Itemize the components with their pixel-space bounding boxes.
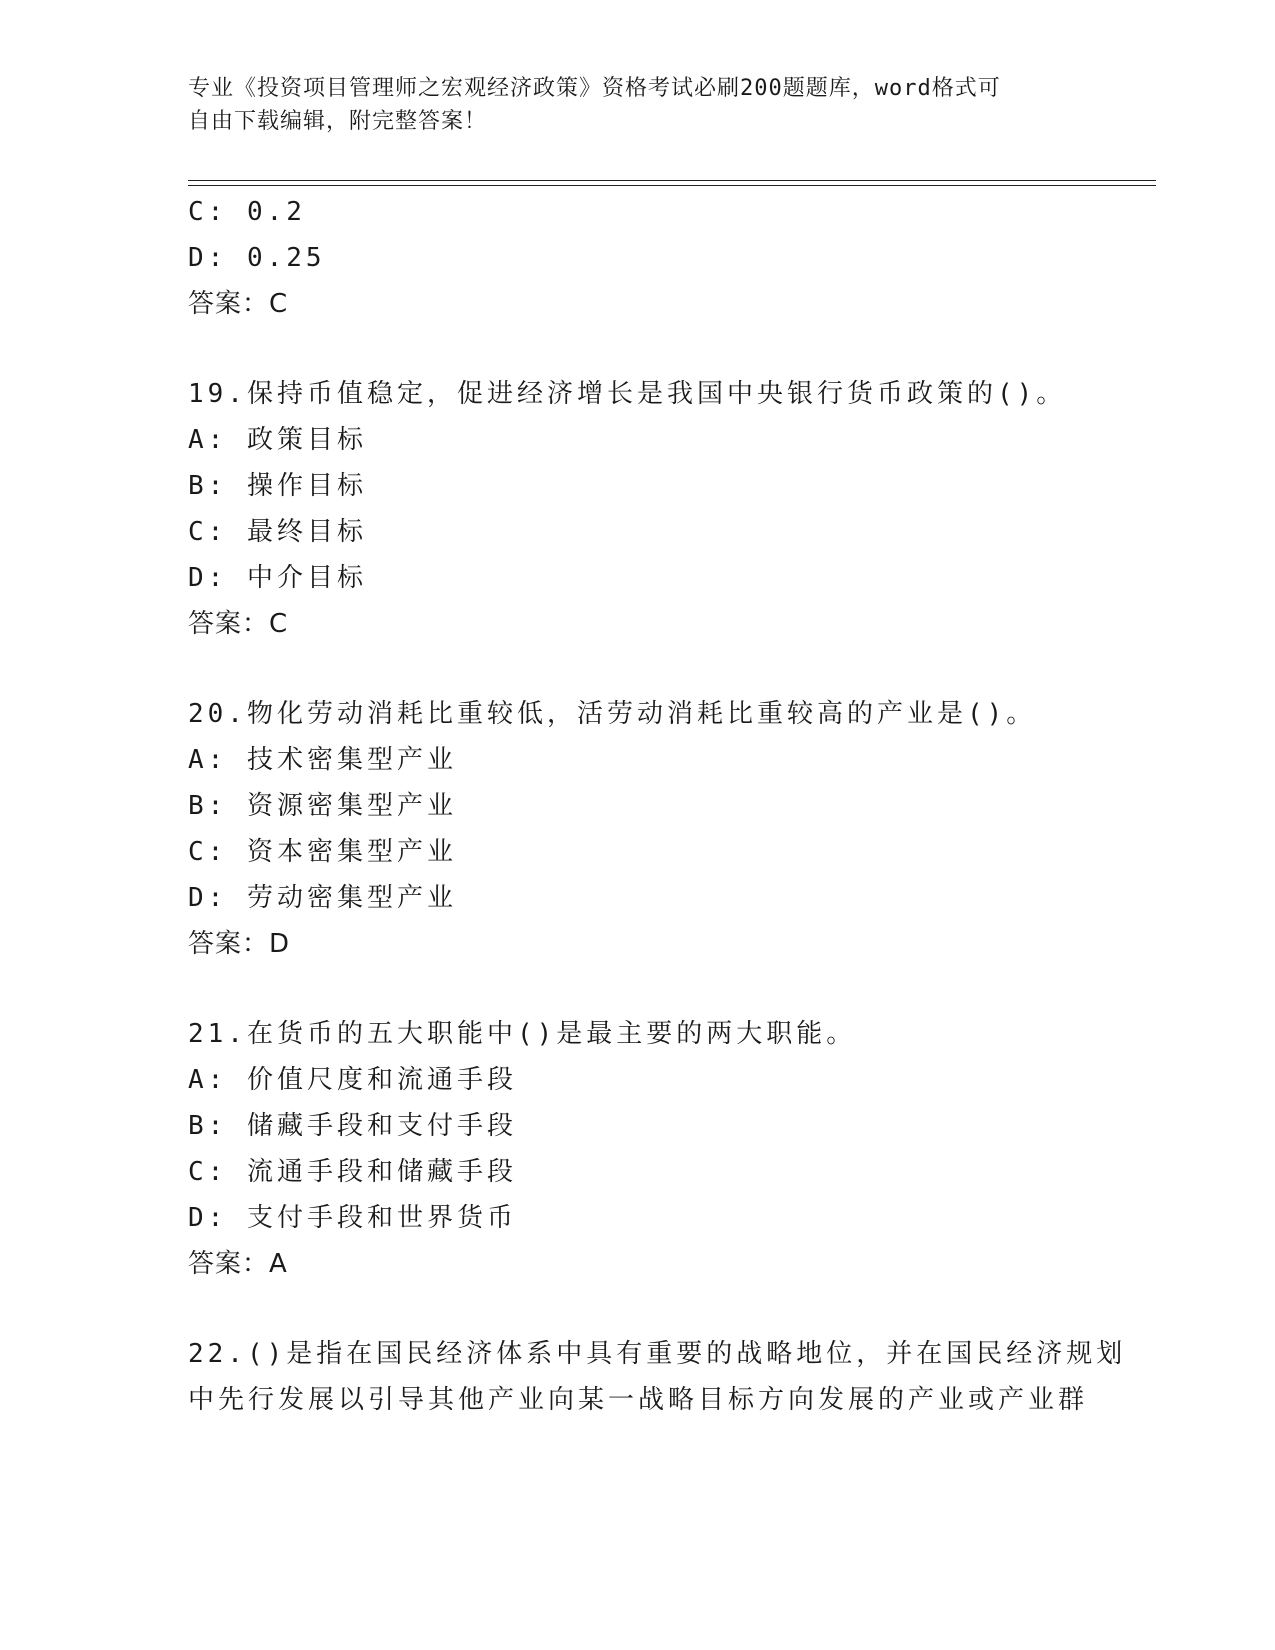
option-a: A: 政策目标 xyxy=(188,425,367,455)
answer: 答案：A xyxy=(188,1249,288,1279)
option-c: C: 流通手段和储藏手段 xyxy=(188,1157,517,1187)
answer: 答案：C xyxy=(188,289,289,319)
question-stem: 19.保持币值稳定，促进经济增长是我国中央银行货币政策的()。 xyxy=(188,379,1067,409)
question-18-tail xyxy=(188,189,1088,327)
option-b: B: 操作目标 xyxy=(188,471,367,501)
option-d: D: 支付手段和世界货币 xyxy=(188,1203,517,1233)
header-line-1: 专业《投资项目管理师之宏观经济政策》资格考试必刷200题题库，word格式可 xyxy=(188,76,1001,101)
question-stem: 21.在货币的五大职能中()是最主要的两大职能。 xyxy=(188,1019,857,1049)
question-22 xyxy=(188,1331,1127,1423)
option-c: C: 资本密集型产业 xyxy=(188,837,457,867)
answer: 答案：C xyxy=(188,609,289,639)
option-a: A: 价值尺度和流通手段 xyxy=(188,1065,517,1095)
option-c: C: 0.2 xyxy=(188,197,306,227)
question-20 xyxy=(188,691,1088,967)
option-b: B: 储藏手段和支付手段 xyxy=(188,1111,517,1141)
header-line-2: 自由下载编辑，附完整答案！ xyxy=(188,109,488,134)
option-c: C: 最终目标 xyxy=(188,517,367,547)
header-divider-top xyxy=(188,180,1156,181)
option-b: B: 资源密集型产业 xyxy=(188,791,457,821)
question-stem-line-2: 中先行发展以引导其他产业向某一战略目标方向发展的产业或产业群 xyxy=(188,1385,1089,1415)
question-stem: 20.物化劳动消耗比重较低，活劳动消耗比重较高的产业是()。 xyxy=(188,699,1037,729)
question-21 xyxy=(188,1011,1088,1287)
option-d: D: 中介目标 xyxy=(188,563,367,593)
question-19 xyxy=(188,371,1088,647)
page-header xyxy=(188,72,1088,138)
question-list xyxy=(188,189,1127,1423)
option-d: D: 0.25 xyxy=(188,243,326,273)
header-divider-bottom xyxy=(188,185,1156,186)
answer: 答案：D xyxy=(188,929,291,959)
option-d: D: 劳动密集型产业 xyxy=(188,883,457,913)
question-stem-line-1: 22.()是指在国民经济体系中具有重要的战略地位，并在国民经济规划 xyxy=(188,1339,1127,1369)
option-a: A: 技术密集型产业 xyxy=(188,745,457,775)
